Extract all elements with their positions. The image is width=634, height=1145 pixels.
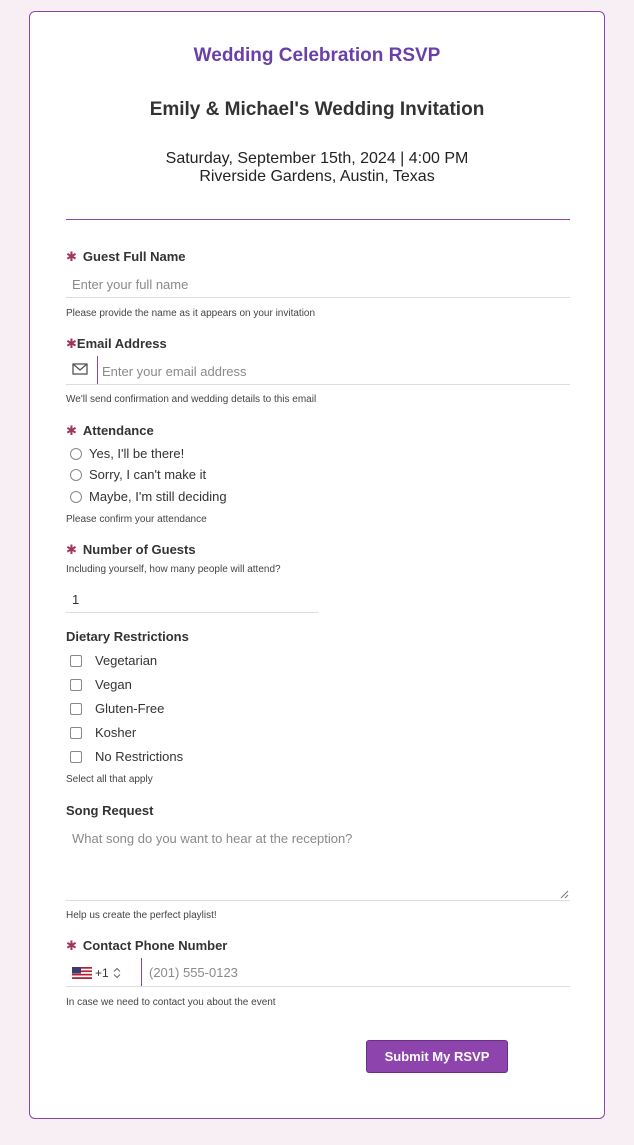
guest-name-label: ✱ Guest Full Name [66, 249, 186, 264]
guests-value: 1 [72, 592, 80, 607]
phone-help: In case we need to contact you about the event [66, 997, 276, 1008]
header-divider [66, 219, 570, 220]
resize-handle-icon[interactable] [560, 890, 569, 899]
phone-placeholder: (201) 555-0123 [149, 965, 238, 980]
song-label: Song Request [66, 803, 154, 818]
email-help: We'll send confirmation and wedding details to this email [66, 394, 317, 405]
checkbox[interactable] [70, 727, 82, 739]
phone-underline [66, 986, 570, 987]
required-marker: ✱ [66, 938, 77, 953]
song-textarea[interactable] [66, 824, 570, 900]
required-marker: ✱ [66, 336, 77, 351]
email-label: ✱Email Address [66, 336, 167, 351]
invitation-title: Emily & Michael's Wedding Invitation [149, 99, 485, 120]
app-title: Wedding Celebration RSVP [193, 45, 441, 66]
phone-label: ✱ Contact Phone Number [66, 938, 228, 953]
email-underline [66, 384, 570, 385]
event-date-time: Saturday, September 15th, 2024 | 4:00 PM [165, 150, 469, 167]
dietary-option-vegan[interactable]: Vegan [70, 677, 132, 692]
mail-icon [72, 362, 90, 378]
guest-name-placeholder: Enter your full name [72, 277, 189, 292]
guests-label: ✱ Number of Guests [66, 542, 196, 557]
guest-name-input[interactable] [66, 273, 570, 297]
radio-button[interactable] [70, 448, 82, 460]
required-marker: ✱ [66, 423, 77, 438]
song-underline [66, 900, 570, 901]
radio-button[interactable] [70, 469, 82, 481]
phone-input[interactable] [142, 960, 570, 986]
dietary-help: Select all that apply [66, 774, 153, 785]
required-marker: ✱ [66, 249, 77, 264]
attendance-option-yes[interactable]: Yes, I'll be there! [70, 446, 184, 461]
dietary-label: Dietary Restrictions [66, 629, 189, 644]
us-flag-icon [72, 967, 92, 979]
country-code: +1 [95, 966, 109, 980]
guest-name-underline [66, 297, 570, 298]
attendance-option-maybe[interactable]: Maybe, I'm still deciding [70, 489, 227, 504]
song-help: Help us create the perfect playlist! [66, 910, 217, 921]
select-arrows-icon [113, 967, 121, 979]
guest-name-help: Please provide the name as it appears on your invitation [66, 308, 316, 319]
checkbox[interactable] [70, 703, 82, 715]
dietary-option-none[interactable]: No Restrictions [70, 749, 183, 764]
submit-rsvp-button[interactable]: Submit My RSVP [366, 1040, 508, 1073]
guests-input[interactable] [66, 588, 318, 612]
guests-underline [66, 612, 318, 613]
song-placeholder: What song do you want to hear at the reception? [72, 831, 353, 846]
country-code-select[interactable] [66, 959, 140, 987]
email-input[interactable] [98, 360, 570, 384]
dietary-option-kosher[interactable]: Kosher [70, 725, 136, 740]
checkbox[interactable] [70, 751, 82, 763]
attendance-help: Please confirm your attendance [66, 514, 207, 525]
attendance-option-no[interactable]: Sorry, I can't make it [70, 467, 206, 482]
dietary-option-gluten-free[interactable]: Gluten-Free [70, 701, 164, 716]
attendance-label: ✱ Attendance [66, 423, 154, 438]
rsvp-form-card [29, 11, 605, 1119]
dietary-option-vegetarian[interactable]: Vegetarian [70, 653, 157, 668]
radio-button[interactable] [70, 491, 82, 503]
checkbox[interactable] [70, 679, 82, 691]
email-placeholder: Enter your email address [102, 364, 247, 379]
event-venue: Riverside Gardens, Austin, Texas [199, 168, 435, 185]
checkbox[interactable] [70, 655, 82, 667]
required-marker: ✱ [66, 542, 77, 557]
guests-sublabel: Including yourself, how many people will attend? [66, 564, 281, 575]
